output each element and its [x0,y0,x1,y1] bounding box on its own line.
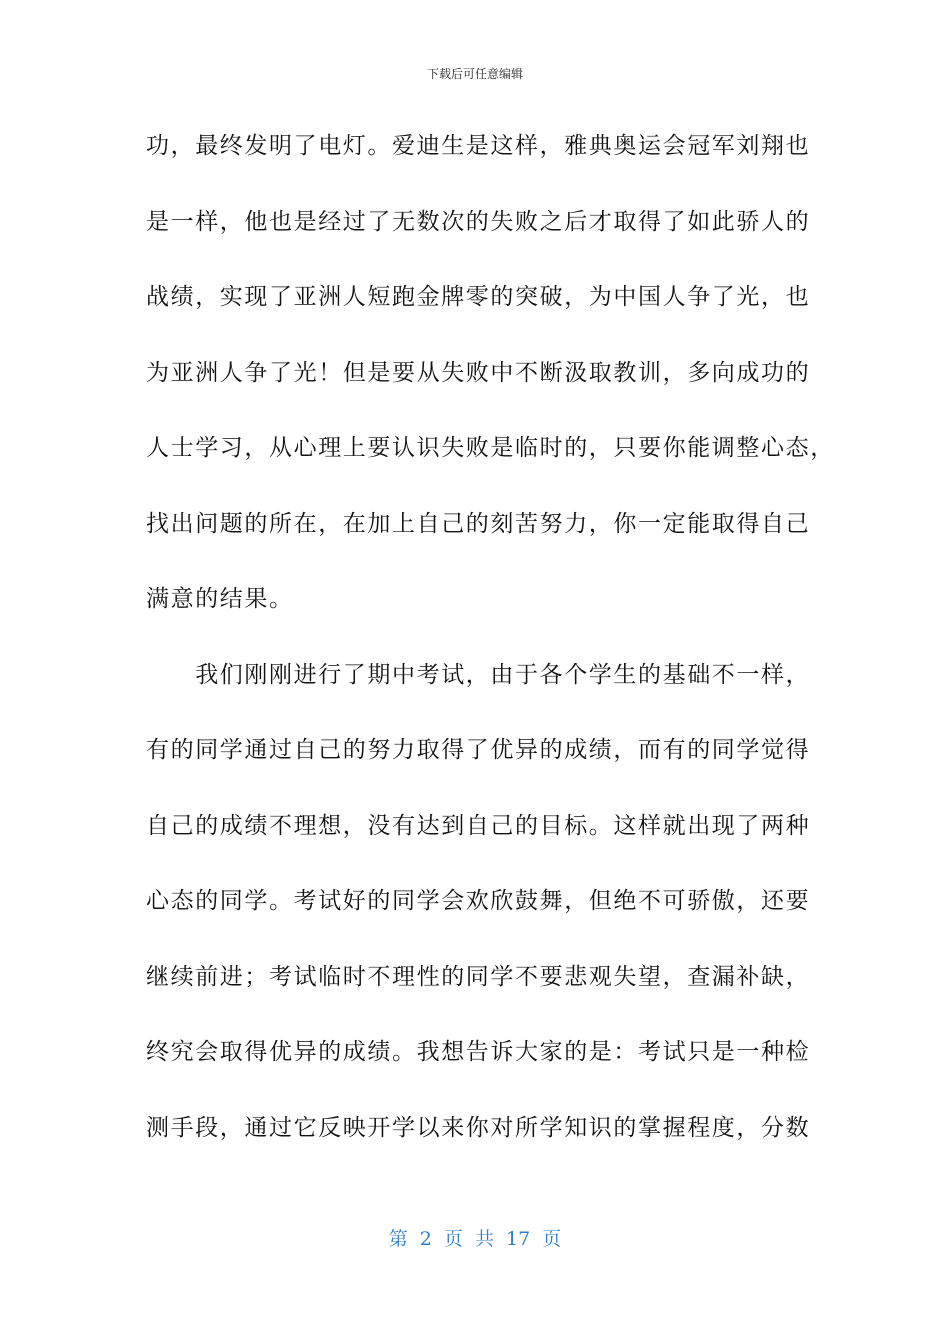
text-line: 终究会取得优异的成绩。我想告诉大家的是：考试只是一种检 [146,1039,811,1065]
text-line: 找出问题的所在，在加上自己的刻苦努力，你一定能取得自己 [146,510,811,537]
text-line: 战绩，实现了亚洲人短跑金牌零的突破，为中国人争了光，也 [146,284,811,310]
paragraph-start-line: 我们刚刚进行了期中考试，由于各个学生的基础不一样， [146,661,811,688]
page-header: 下载后可任意编辑 [426,67,523,81]
page-number-footer: 第 2 页 共 17 页 [388,1228,562,1250]
text-line: 功，最终发明了电灯。爱迪生是这样，雅典奥运会冠军刘翔也 [146,133,811,159]
text-line: 测手段，通过它反映开学以来你对所学知识的掌握程度，分数 [146,1114,811,1141]
document-body [146,124,835,1181]
text-line: 有的同学通过自己的努力取得了优异的成绩，而有的同学觉得 [146,737,811,763]
text-line: 继续前进；考试临时不理性的同学不要悲观失望，查漏补缺， [146,963,811,990]
text-line: 人士学习，从心理上要认识失败是临时的，只要你能调整心态， [146,435,835,461]
text-line: 自己的成绩不理想，没有达到自己的目标。这样就出现了两种 [146,812,811,839]
text-line: 是一样，他也是经过了无数次的失败之后才取得了如此骄人的 [146,208,811,235]
text-line: 为亚洲人争了光！但是要从失败中不断汲取教训，多向成功的 [146,359,811,386]
text-line: 心态的同学。考试好的同学会欢欣鼓舞，但绝不可骄傲，还要 [146,888,811,914]
text-line: 满意的结果。 [146,586,294,612]
